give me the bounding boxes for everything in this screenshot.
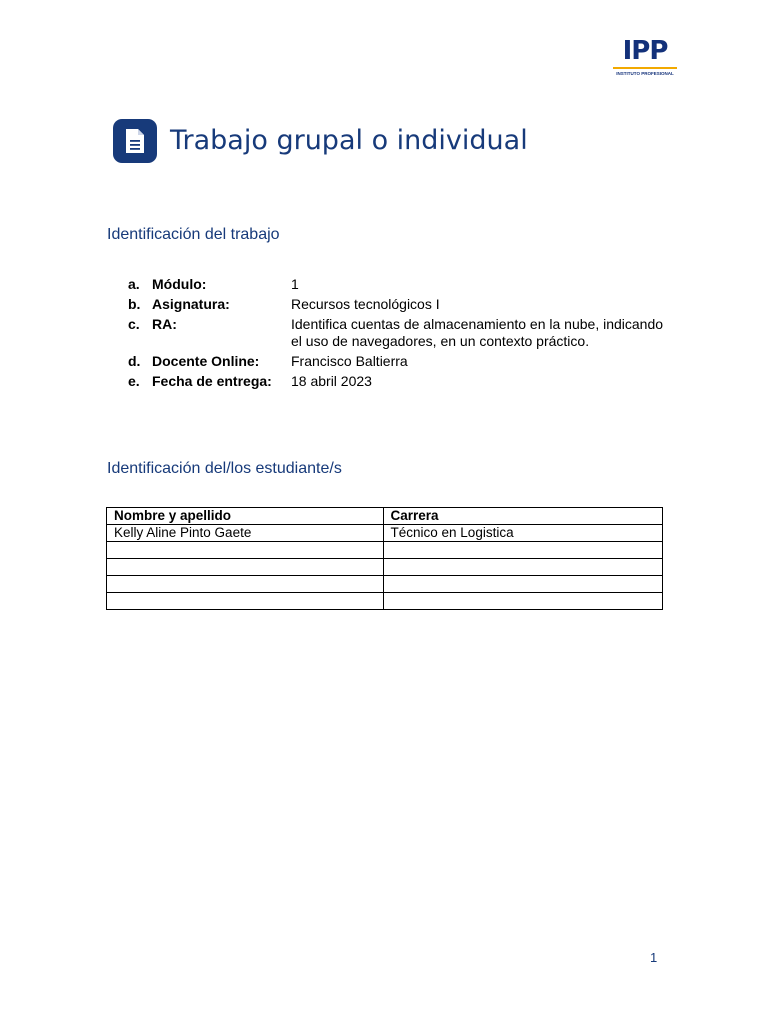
item-label: Módulo:: [152, 276, 207, 292]
list-item: [128, 373, 688, 390]
item-value: Recursos tecnológicos I: [291, 296, 440, 312]
table-row: [107, 525, 663, 542]
item-letter: d.: [128, 352, 141, 369]
table-cell: [107, 542, 384, 559]
item-value: Francisco Baltierra: [291, 352, 408, 369]
item-letter: a.: [128, 276, 140, 292]
table-row: [107, 559, 663, 576]
table-header-row: [107, 508, 663, 525]
page-title: Trabajo grupal o individual: [170, 125, 528, 156]
logo-text: IPP: [622, 36, 668, 66]
column-header-name: Nombre y apellido: [107, 508, 384, 525]
work-identification-heading: Identificación del trabajo: [107, 226, 280, 243]
document-glyph-icon: [124, 128, 146, 154]
table-row: [107, 593, 663, 610]
item-label: Docente Online:: [152, 352, 260, 369]
item-value: 1: [291, 276, 299, 292]
table-cell: [383, 559, 662, 576]
list-item: [128, 296, 688, 313]
table-cell: [107, 559, 384, 576]
document-icon: [113, 119, 157, 163]
table-cell: Técnico en Logistica: [383, 525, 662, 542]
logo-accent-bar: [613, 67, 677, 69]
item-value: 18 abril 2023: [291, 372, 372, 389]
item-letter: c.: [128, 316, 140, 332]
ipp-logo: [611, 38, 679, 76]
table-cell: [383, 542, 662, 559]
student-identification-heading: Identificación del/los estudiante/s: [107, 460, 342, 477]
logo-subtitle: INSTITUTO PROFESIONAL: [616, 71, 674, 76]
item-letter: b.: [128, 296, 141, 312]
item-value: Identifica cuentas de almacenamiento en la nube, indicando el uso de navegadores, en un contexto práctico.: [291, 316, 664, 349]
table-cell: [107, 576, 384, 593]
table-row: [107, 542, 663, 559]
item-label: Asignatura:: [152, 296, 230, 312]
item-label: RA:: [152, 316, 177, 332]
item-label: Fecha de entrega:: [152, 372, 272, 389]
column-header-career: Carrera: [383, 508, 662, 525]
item-letter: e.: [128, 372, 140, 389]
page-number: 1: [650, 950, 658, 965]
table-cell: [107, 593, 384, 610]
list-item: [128, 316, 688, 349]
list-item: [128, 276, 688, 293]
table-cell: [383, 593, 662, 610]
work-identification-list: [128, 276, 688, 393]
list-item: [128, 353, 688, 370]
table-cell: [383, 576, 662, 593]
table-cell: Kelly Aline Pinto Gaete: [107, 525, 384, 542]
table-row: [107, 576, 663, 593]
students-table: [106, 507, 663, 610]
